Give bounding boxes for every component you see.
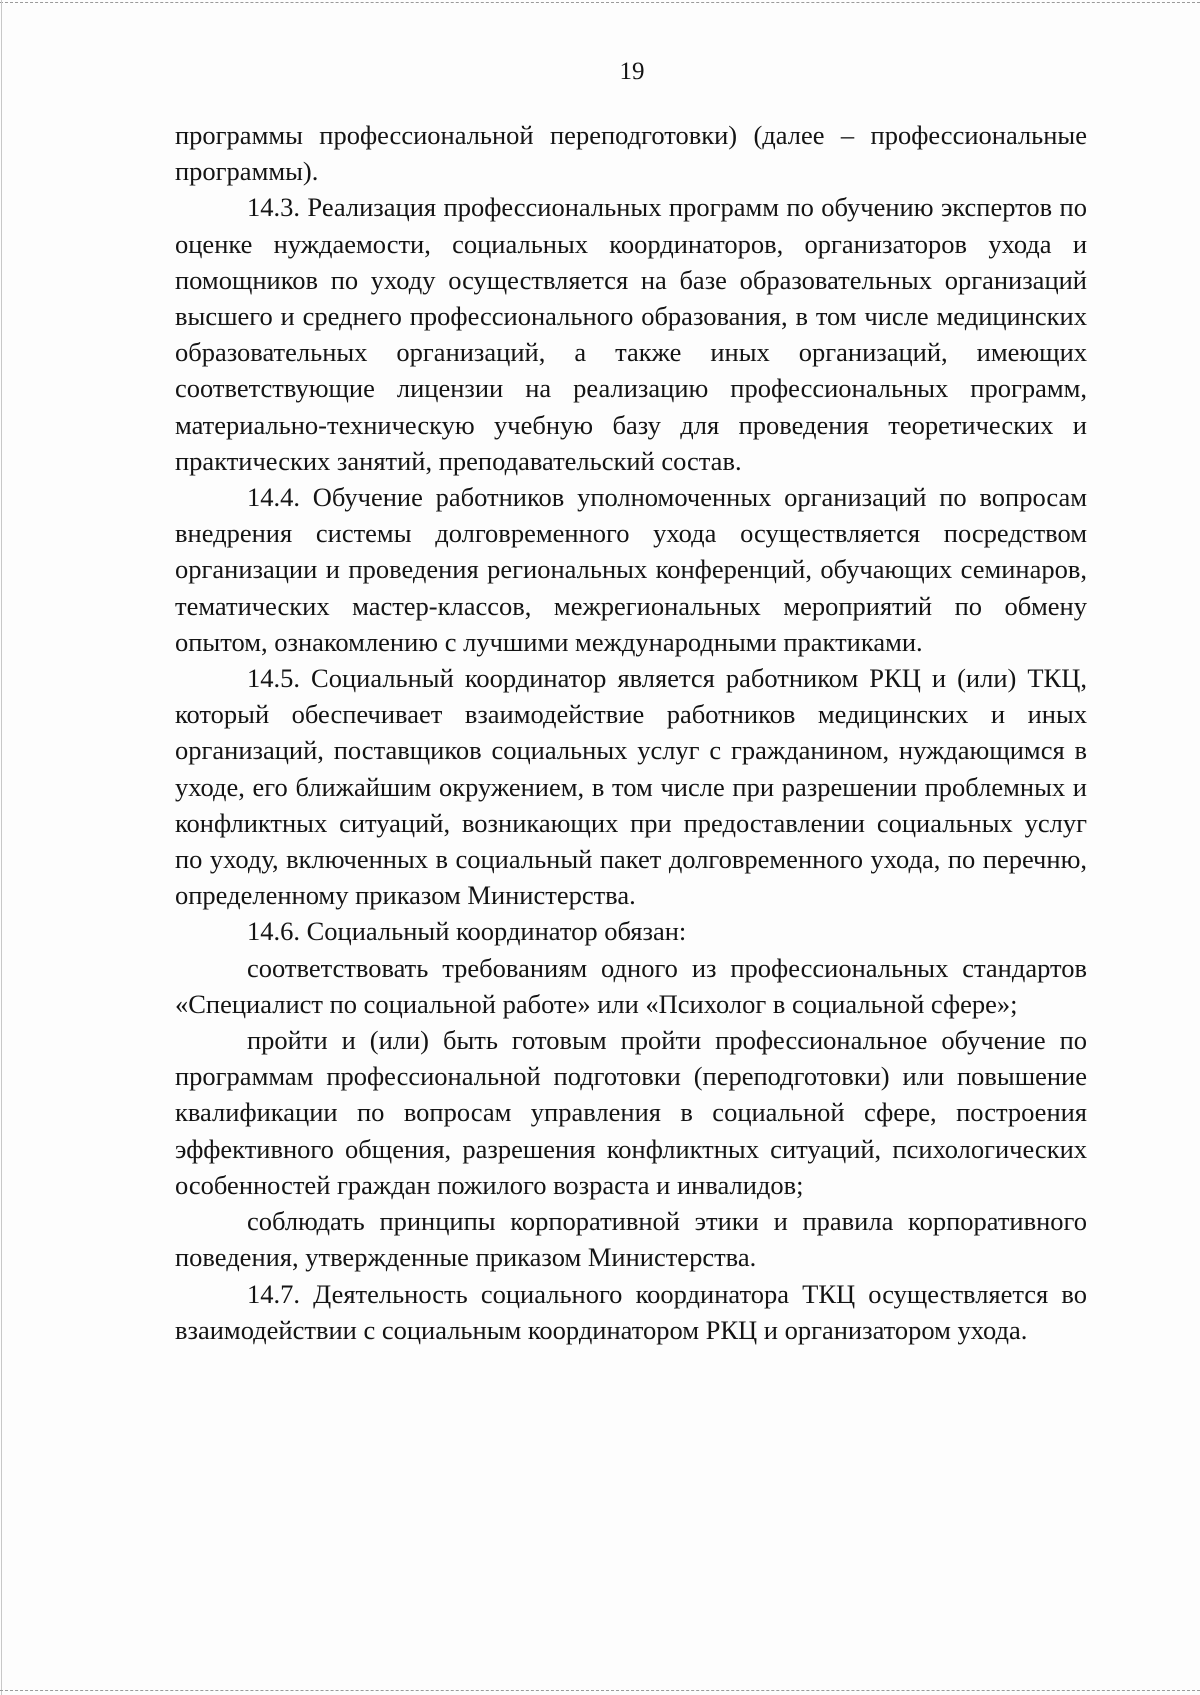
page-number: 19	[619, 58, 645, 85]
scan-edge-bottom	[0, 1690, 1200, 1691]
paragraph-14-3: 14.3. Реализация профессиональных программ по обучению экспертов по оценке нуждаемости, социальных координаторов, организаторов ухода и помощников по уходу осуществляется на базе образовательных организаций высшего и среднего профессионального образования, в том числе медицинских образовательных организаций, а также иных организаций, имеющих соответствующие лицензии на реализацию профессиональных программ, материально-техническую учебную базу для проведения теоретических и практических занятий, преподавательский состав.	[175, 192, 1087, 476]
scan-edge-top	[0, 2, 1200, 3]
paragraph-14-5: 14.5. Социальный координатор является работником РКЦ и (или) ТКЦ, который обеспечивает взаимодействие работников медицинских и иных организаций, поставщиков социальных услуг с гражданином, нуждающимся в уходе, его ближайшим окружением, в том числе при разрешении проблемных и конфликтных ситуаций, возникающих при предоставлении социальных услуг по уходу, включенных в социальный пакет долговременного ухода, по перечню, определенному приказом Министерства.	[175, 663, 1087, 911]
duty-item-standards: соответствовать требованиям одного из профессиональных стандартов «Специалист по социальной работе» или «Психолог в социальной сфере»;	[175, 952, 1087, 1019]
duty-item-training: пройти и (или) быть готовым пройти профессиональное обучение по программам профессиональной подготовки (переподготовки) или повышение квалификации по вопросам управления в социальной сфере, построения эффективного общения, разрешения конфликтных ситуаций, психологических особенностей граждан пожилого возраста и инвалидов;	[175, 1025, 1087, 1200]
paragraph-continuation: программы профессиональной переподготовки) (далее – профессиональные программы).	[175, 120, 1087, 187]
scan-edge-left	[1, 0, 2, 1695]
paragraph-14-6: 14.6. Социальный координатор обязан:	[247, 916, 687, 947]
duty-item-ethics: соблюдать принципы корпоративной этики и правила корпоративного поведения, утвержденные приказом Министерства.	[175, 1206, 1087, 1273]
paragraph-14-4: 14.4. Обучение работников уполномоченных организаций по вопросам внедрения системы долговременного ухода осуществляется посредством организации и проведения региональных конференций, обучающих семинаров, тематических мастер-классов, межрегиональных мероприятий по обмену опытом, ознакомлению с лучшими международными практиками.	[175, 482, 1087, 657]
paragraph-14-7: 14.7. Деятельность социального координатора ТКЦ осуществляется во взаимодействии с социальным координатором РКЦ и организатором ухода.	[175, 1278, 1087, 1345]
document-body	[175, 117, 1087, 1348]
